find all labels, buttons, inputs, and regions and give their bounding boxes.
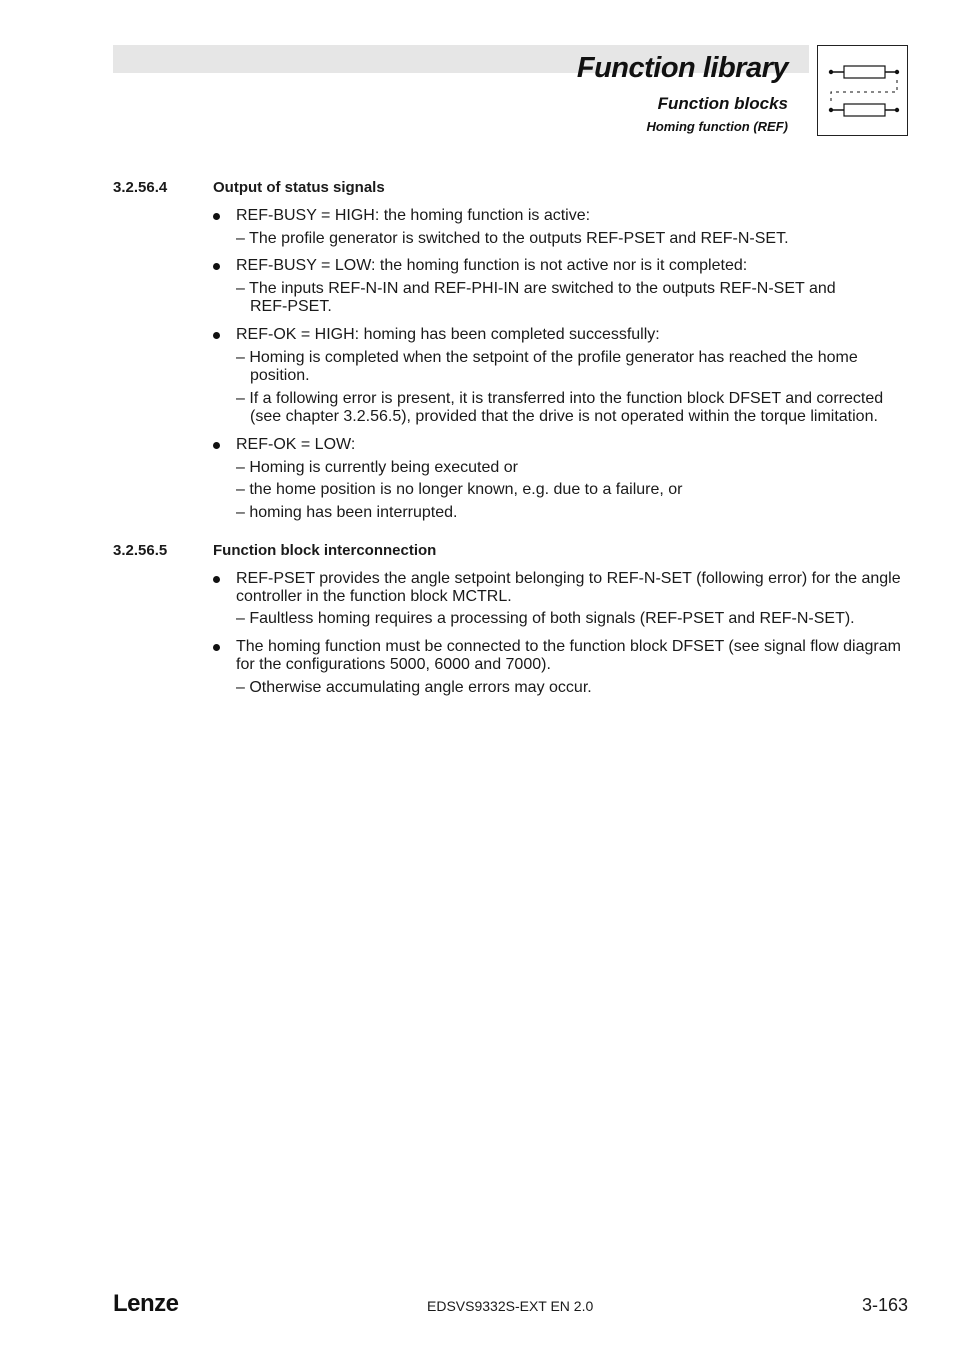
sub-item-continuation: position. [250, 367, 310, 384]
section-heading: Function block interconnection [213, 542, 437, 559]
sub-item: – Homing is currently being executed or [236, 459, 518, 476]
sub-item-continuation: (see chapter 3.2.56.5), provided that the drive is not operated within the torque limitation. [250, 408, 878, 425]
sub-item: – Homing is completed when the setpoint of the profile generator has reached the home [236, 349, 858, 366]
subsection-title: Homing function (REF) [646, 119, 788, 134]
page-number: 3-163 [861, 1295, 908, 1315]
bullet-icon [213, 644, 220, 651]
bullet-text-continuation: controller in the function block MCTRL. [236, 588, 512, 605]
section-number: 3.2.56.5 [113, 542, 168, 559]
sub-item: – The profile generator is switched to the outputs REF-PSET and REF-N-SET. [236, 230, 789, 247]
sub-item: – Faultless homing requires a processing of both signals (REF-PSET and REF-N-SET). [236, 610, 855, 627]
bullet-text: The homing function must be connected to the function block DFSET (see signal flow diagram [236, 638, 901, 655]
bullet-icon [213, 213, 220, 220]
bullet-text: REF-BUSY = HIGH: the homing function is active: [236, 207, 591, 224]
section-heading: Output of status signals [213, 179, 385, 196]
bullet-text: REF-PSET provides the angle setpoint belonging to REF-N-SET (following error) for the angle [236, 570, 901, 587]
lenze-logo: Lenze [113, 1290, 179, 1317]
sub-item: – homing has been interrupted. [236, 504, 458, 521]
sub-item: – Otherwise accumulating angle errors may occur. [236, 679, 592, 696]
chapter-title: Function library [576, 52, 788, 84]
bullet-text: REF-BUSY = LOW: the homing function is not active nor is it completed: [236, 257, 748, 274]
bullet-icon [213, 263, 220, 270]
section-title: Function blocks [657, 94, 788, 113]
bullet-text-continuation: for the configurations 5000, 6000 and 7000). [236, 656, 551, 673]
sub-item: – The inputs REF-N-IN and REF-PHI-IN are switched to the outputs REF-N-SET and [236, 280, 836, 297]
bullet-icon [213, 576, 220, 583]
sub-item-continuation: REF-PSET. [250, 298, 332, 315]
function-block-diagram-icon [817, 45, 908, 136]
sub-item: – If a following error is present, it is transferred into the function block DFSET and corrected [236, 390, 884, 407]
bullet-text: REF-OK = HIGH: homing has been completed successfully: [236, 326, 660, 343]
bullet-text: REF-OK = LOW: [236, 436, 356, 453]
sub-item: – the home position is no longer known, e.g. due to a failure, or [236, 481, 683, 498]
bullet-icon [213, 442, 220, 449]
bullet-icon [213, 332, 220, 339]
document-id: EDSVS9332S-EXT EN 2.0 [427, 1298, 594, 1314]
section-number: 3.2.56.4 [113, 179, 168, 196]
